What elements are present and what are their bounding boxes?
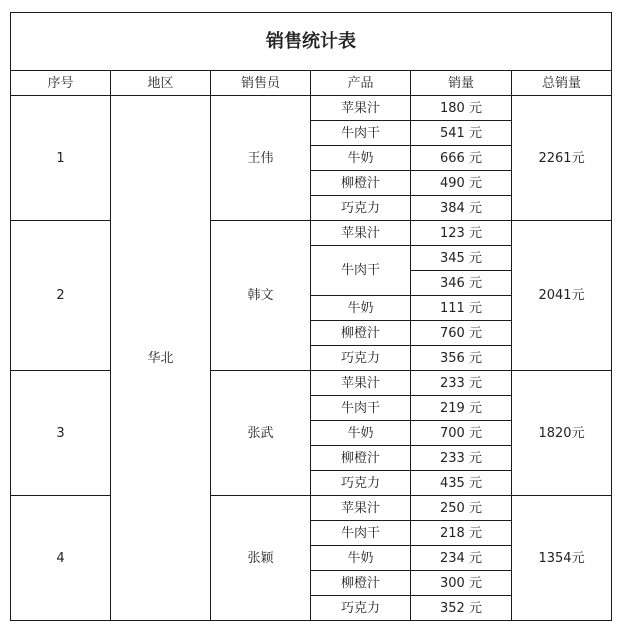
product-cell: 柳橙汁 bbox=[311, 171, 411, 196]
seq-cell: 3 bbox=[11, 371, 111, 496]
seq-cell: 4 bbox=[11, 496, 111, 621]
sales-cell: 346 元 bbox=[411, 271, 512, 296]
header-total: 总销量 bbox=[512, 71, 612, 96]
product-cell: 牛奶 bbox=[311, 296, 411, 321]
sales-cell: 111 元 bbox=[411, 296, 512, 321]
product-cell: 巧克力 bbox=[311, 196, 411, 221]
sales-cell: 345 元 bbox=[411, 246, 512, 271]
header-product: 产品 bbox=[311, 71, 411, 96]
table-row bbox=[11, 221, 612, 246]
sales-cell: 218 元 bbox=[411, 521, 512, 546]
table-title: 销售统计表 bbox=[11, 13, 612, 71]
sales-cell: 233 元 bbox=[411, 446, 512, 471]
product-cell: 柳橙汁 bbox=[311, 321, 411, 346]
total-cell: 1820元 bbox=[512, 371, 612, 496]
product-cell: 牛奶 bbox=[311, 546, 411, 571]
product-cell: 巧克力 bbox=[311, 471, 411, 496]
sales-cell: 666 元 bbox=[411, 146, 512, 171]
sales-cell: 352 元 bbox=[411, 596, 512, 621]
sales-cell: 233 元 bbox=[411, 371, 512, 396]
product-cell: 柳橙汁 bbox=[311, 446, 411, 471]
product-cell: 苹果汁 bbox=[311, 496, 411, 521]
product-cell: 牛肉干 bbox=[311, 246, 411, 296]
product-cell: 牛肉干 bbox=[311, 121, 411, 146]
region-cell: 华北 bbox=[111, 96, 211, 621]
header-sales: 销量 bbox=[411, 71, 512, 96]
sales-cell: 123 元 bbox=[411, 221, 512, 246]
salesperson-cell: 韩文 bbox=[211, 221, 311, 371]
total-cell: 2261元 bbox=[512, 96, 612, 221]
sales-cell: 541 元 bbox=[411, 121, 512, 146]
sales-cell: 300 元 bbox=[411, 571, 512, 596]
table-row bbox=[11, 96, 612, 121]
product-cell: 苹果汁 bbox=[311, 221, 411, 246]
product-cell: 柳橙汁 bbox=[311, 571, 411, 596]
sales-cell: 356 元 bbox=[411, 346, 512, 371]
header-region: 地区 bbox=[111, 71, 211, 96]
product-cell: 巧克力 bbox=[311, 596, 411, 621]
salesperson-cell: 张颖 bbox=[211, 496, 311, 621]
sales-table bbox=[10, 12, 612, 621]
product-cell: 牛肉干 bbox=[311, 396, 411, 421]
total-cell: 2041元 bbox=[512, 221, 612, 371]
product-cell: 巧克力 bbox=[311, 346, 411, 371]
sales-cell: 234 元 bbox=[411, 546, 512, 571]
sales-cell: 250 元 bbox=[411, 496, 512, 521]
sales-cell: 219 元 bbox=[411, 396, 512, 421]
sales-cell: 700 元 bbox=[411, 421, 512, 446]
sales-cell: 760 元 bbox=[411, 321, 512, 346]
product-cell: 牛奶 bbox=[311, 421, 411, 446]
seq-cell: 1 bbox=[11, 96, 111, 221]
product-cell: 牛肉干 bbox=[311, 521, 411, 546]
sales-cell: 435 元 bbox=[411, 471, 512, 496]
product-cell: 苹果汁 bbox=[311, 371, 411, 396]
product-cell: 牛奶 bbox=[311, 146, 411, 171]
sales-cell: 490 元 bbox=[411, 171, 512, 196]
salesperson-cell: 张武 bbox=[211, 371, 311, 496]
table-row bbox=[11, 371, 612, 396]
sales-cell: 180 元 bbox=[411, 96, 512, 121]
total-cell: 1354元 bbox=[512, 496, 612, 621]
table-row bbox=[11, 496, 612, 521]
header-salesperson: 销售员 bbox=[211, 71, 311, 96]
header-seq: 序号 bbox=[11, 71, 111, 96]
salesperson-cell: 王伟 bbox=[211, 96, 311, 221]
sales-cell: 384 元 bbox=[411, 196, 512, 221]
product-cell: 苹果汁 bbox=[311, 96, 411, 121]
seq-cell: 2 bbox=[11, 221, 111, 371]
